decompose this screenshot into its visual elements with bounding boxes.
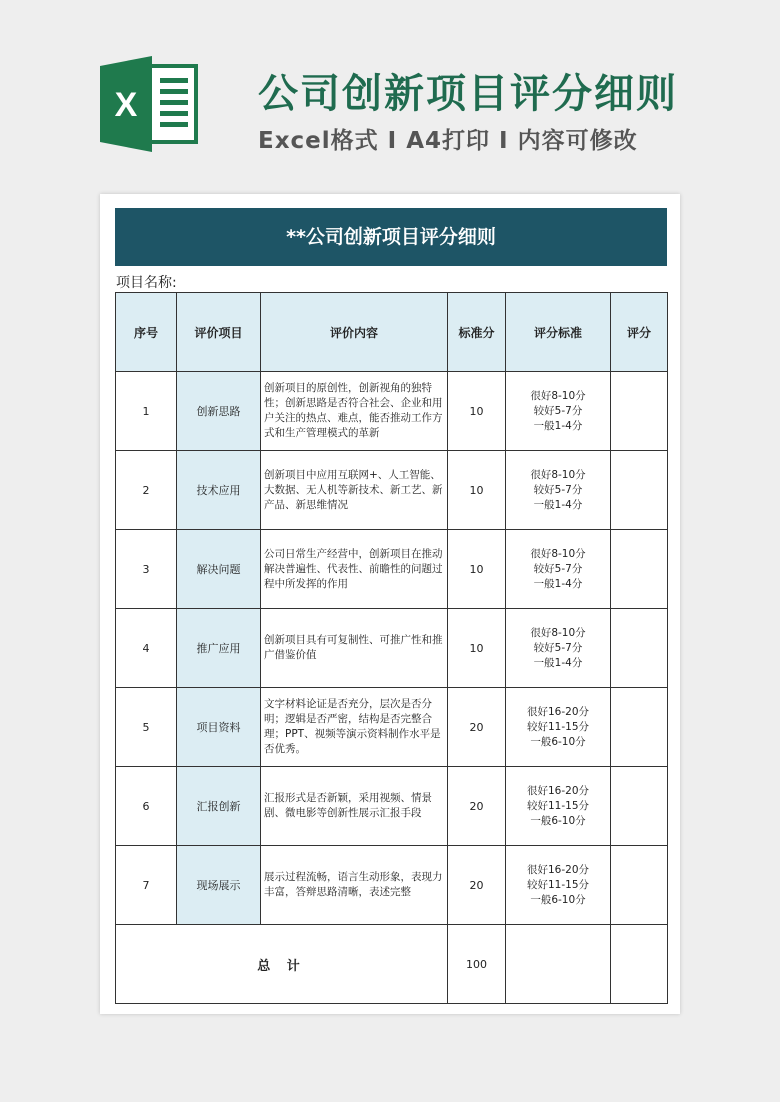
total-score: 100	[448, 925, 506, 1004]
page-subtitle: Excel格式 I A4打印 I 内容可修改	[258, 128, 638, 154]
row-standard: 很好16-20分 较好11-15分 一般6-10分	[506, 767, 611, 846]
table-row	[116, 767, 668, 846]
row-standard: 很好16-20分 较好11-15分 一般6-10分	[506, 846, 611, 925]
row-item: 项目资料	[177, 688, 261, 767]
page-title: 公司创新项目评分细则	[258, 71, 678, 117]
score-table	[115, 292, 668, 1004]
header-score: 标准分	[448, 293, 506, 372]
row-no: 4	[116, 609, 177, 688]
row-score: 20	[448, 767, 506, 846]
row-item: 解决问题	[177, 530, 261, 609]
row-no: 3	[116, 530, 177, 609]
row-rating-cell[interactable]	[611, 451, 668, 530]
row-standard: 很好8-10分 较好5-7分 一般1-4分	[506, 451, 611, 530]
header-content: 评价内容	[261, 293, 448, 372]
row-content: 创新项目具有可复制性、可推广性和推广借鉴价值	[261, 609, 448, 688]
document-sheet	[100, 194, 680, 1014]
row-standard: 很好8-10分 较好5-7分 一般1-4分	[506, 372, 611, 451]
total-standard-cell	[506, 925, 611, 1004]
logo-letter: X	[114, 86, 138, 124]
row-standard: 很好16-20分 较好11-15分 一般6-10分	[506, 688, 611, 767]
row-rating-cell[interactable]	[611, 372, 668, 451]
row-content: 创新项目的原创性，创新视角的独特性；创新思路是否符合社会、企业和用户关注的热点、难点，能否推动工作方式和生产管理模式的革新	[261, 372, 448, 451]
header-standard: 评分标准	[506, 293, 611, 372]
row-score: 10	[448, 530, 506, 609]
row-content: 创新项目中应用互联网+、人工智能、大数据、无人机等新技术、新工艺、新产品、新思维情况	[261, 451, 448, 530]
total-label: 总 计	[116, 925, 448, 1004]
table-row	[116, 846, 668, 925]
header-rating: 评分	[611, 293, 668, 372]
row-content: 展示过程流畅，语言生动形象，表现力丰富，答辩思路清晰，表述完整	[261, 846, 448, 925]
row-standard: 很好8-10分 较好5-7分 一般1-4分	[506, 609, 611, 688]
header-item: 评价项目	[177, 293, 261, 372]
row-content: 公司日常生产经营中，创新项目在推动解决普遍性、代表性、前瞻性的问题过程中所发挥的作用	[261, 530, 448, 609]
excel-logo-icon	[100, 56, 200, 152]
row-score: 10	[448, 451, 506, 530]
row-no: 7	[116, 846, 177, 925]
table-row	[116, 372, 668, 451]
row-rating-cell[interactable]	[611, 530, 668, 609]
row-rating-cell[interactable]	[611, 846, 668, 925]
row-rating-cell[interactable]	[611, 767, 668, 846]
row-standard: 很好8-10分 较好5-7分 一般1-4分	[506, 530, 611, 609]
row-rating-cell[interactable]	[611, 688, 668, 767]
table-title-banner: **公司创新项目评分细则	[115, 208, 667, 266]
table-header-row	[116, 293, 668, 372]
row-no: 1	[116, 372, 177, 451]
row-item: 推广应用	[177, 609, 261, 688]
row-item: 汇报创新	[177, 767, 261, 846]
row-no: 6	[116, 767, 177, 846]
row-no: 5	[116, 688, 177, 767]
table-row	[116, 609, 668, 688]
row-score: 20	[448, 846, 506, 925]
page-header	[0, 0, 780, 185]
row-content: 文字材料论证是否充分，层次是否分明；逻辑是否严密，结构是否完整合理；PPT、视频等演示资料制作水平是否优秀。	[261, 688, 448, 767]
row-item: 创新思路	[177, 372, 261, 451]
row-score: 10	[448, 609, 506, 688]
total-rating-cell[interactable]	[611, 925, 668, 1004]
row-content: 汇报形式是否新颖，采用视频、情景剧、微电影等创新性展示汇报手段	[261, 767, 448, 846]
row-score: 20	[448, 688, 506, 767]
header-no: 序号	[116, 293, 177, 372]
row-item: 现场展示	[177, 846, 261, 925]
table-row	[116, 688, 668, 767]
row-no: 2	[116, 451, 177, 530]
project-name-label: 项目名称:	[116, 275, 177, 291]
row-score: 10	[448, 372, 506, 451]
total-row	[116, 925, 668, 1004]
row-item: 技术应用	[177, 451, 261, 530]
row-rating-cell[interactable]	[611, 609, 668, 688]
table-row	[116, 451, 668, 530]
table-row	[116, 530, 668, 609]
